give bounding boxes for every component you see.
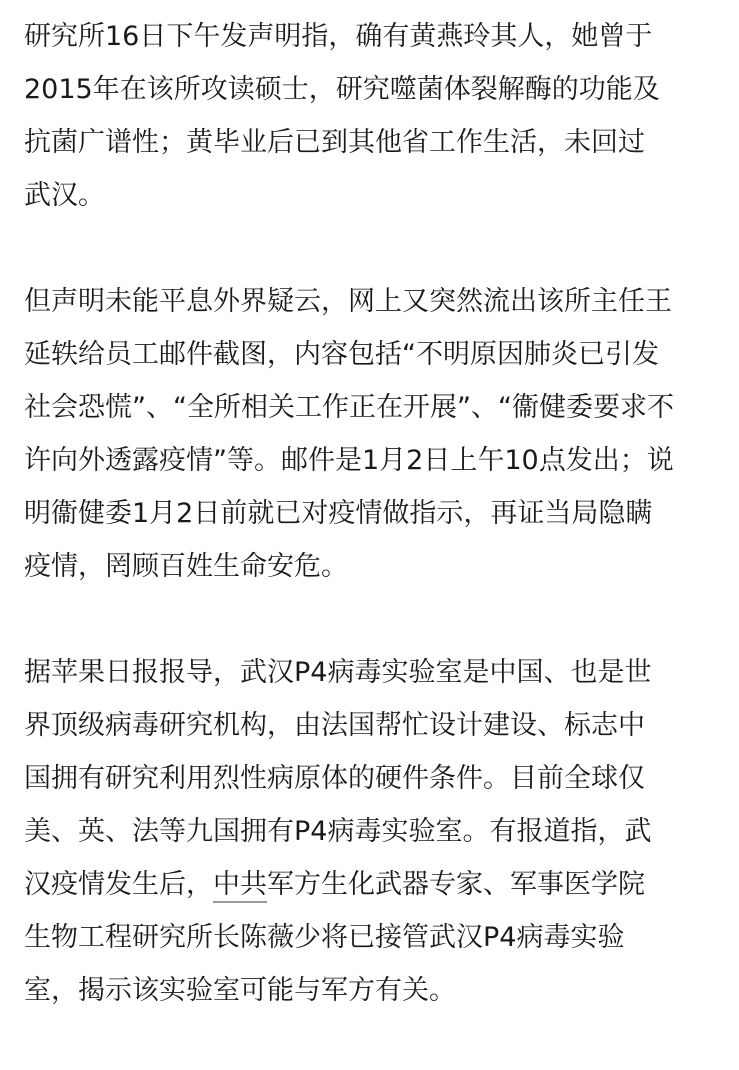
text-line: 但声明未能平息外界疑云，网上又突然流出该所主任王 bbox=[24, 286, 672, 317]
topic-link[interactable]: 中共 bbox=[213, 869, 267, 903]
text-line: 国拥有研究利用烈性病原体的硬件条件。目前全球仅 bbox=[24, 763, 645, 794]
text-line: 明衞健委1月2日前就已对疫情做指示，再证当局隐瞒 bbox=[24, 498, 653, 529]
text-line: 抗菌广谱性；黄毕业后已到其他省工作生活，未回过 bbox=[24, 127, 645, 158]
text-line: 延轶给员工邮件截图，内容包括“不明原因肺炎已引发 bbox=[24, 339, 659, 370]
text-line: 室，揭示该实验室可能与军方有关。 bbox=[24, 975, 456, 1006]
text-line: 疫情，罔顾百姓生命安危。 bbox=[24, 551, 348, 582]
text-line: 研究所16日下午发声明指，确有黄燕玲其人，她曾于 bbox=[24, 21, 653, 52]
text-line: 社会恐慌”、“全所相关工作正在开展”、“衞健委要求不 bbox=[24, 392, 674, 423]
paragraph-2 bbox=[24, 275, 724, 593]
article-body bbox=[24, 10, 724, 1070]
text-segment: 军方生化武器专家、军事医学院 bbox=[267, 869, 645, 900]
text-line: 生物工程研究所长陈薇少将已接管武汉P4病毒实验 bbox=[24, 922, 625, 953]
text-segment: 汉疫情发生后， bbox=[24, 869, 213, 900]
paragraph-1 bbox=[24, 10, 724, 222]
text-line: 美、英、法等九国拥有P4病毒实验室。有报道指，武 bbox=[24, 816, 652, 847]
text-line: 2015年在该所攻读硕士，研究噬菌体裂解酶的功能及 bbox=[24, 74, 660, 105]
text-line: 许向外透露疫情”等。邮件是1月2日上午10点发出；说 bbox=[24, 445, 674, 476]
text-line-with-link bbox=[24, 858, 724, 911]
text-line: 据苹果日报报导，武汉P4病毒实验室是中国、也是世 bbox=[24, 657, 652, 688]
text-line: 界顶级病毒研究机构，由法国帮忙设计建设、标志中 bbox=[24, 710, 645, 741]
text-line: 武汉。 bbox=[24, 180, 105, 211]
paragraph-3 bbox=[24, 646, 724, 1017]
